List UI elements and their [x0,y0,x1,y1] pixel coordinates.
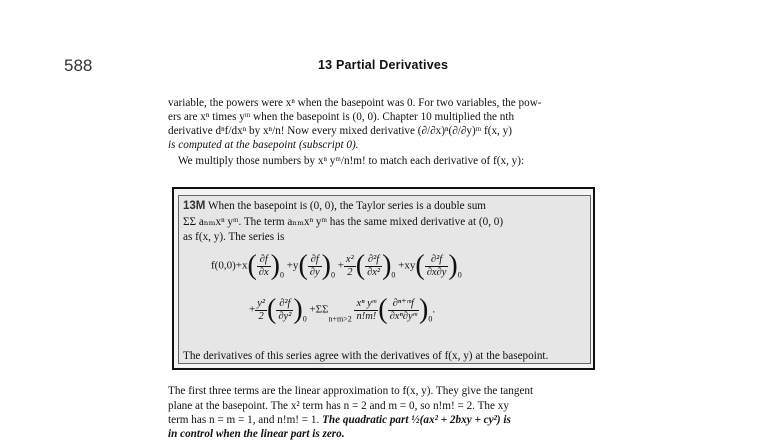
outro-line-3b: The quadratic part ½(ax² + 2bxy + cy²) is [322,414,511,426]
intro-line-4: is computed at the basepoint (subscript 0). [168,139,359,151]
frac-x2-2: $\frac{\text{x²}}{2}$ [345,253,354,278]
theorem-tag: 13M [183,200,206,212]
intro-line-5: We multiply those numbers by xⁿ yᵐ/n!m! to match each derivative of f(x, y): [178,155,525,167]
sum-range: n+m>2 [328,314,352,324]
outro-line-4: in control when the linear part is zero. [168,428,345,440]
chapter-title: 13 Partial Derivatives [318,58,449,72]
theorem-box [172,187,595,370]
outro-line-3a: term has n = m = 1, and n!m! = 1. [168,414,323,426]
frac-mixed-derivative: $\frac{\text{∂ⁿ⁺ᵐf}}{\text{∂xⁿ∂yᵐ}}$ [389,297,417,322]
eq1-lead: f(0,0)+x [211,259,248,272]
eq1-plus-xy: +xy [398,259,416,272]
eq1-plus-y: +y [286,259,299,272]
page-number: 588 [64,56,93,75]
series-equation-1: f(0,0)+x( $\frac{\partial f}{\partial x}$ )$_0 +y$( $\frac{\partial f}{\partial y}$ )$_0$ + $\frac{\text{x²}}{2}$ ( $\frac{\text{∂²f}}{\text{∂x²}}$ )$_0 +xy$( $\frac{\text{∂²f}}{\partial x\partial y}$ )$_0$ [211,250,462,281]
intro-line-2: ers are xⁿ times yᵐ when the basepoint is (0, 0). Chapter 10 multiplied the nth [168,111,515,123]
frac-d2f-dx2: $\frac{\text{∂²f}}{\text{∂x²}}$ [367,253,381,278]
box-line-3: as f(x, y). The series is [183,231,285,243]
box-footer: The derivatives of this series agree with the derivatives of f(x, y) at the basepoint. [183,350,549,362]
frac-d2f-dy2: $\frac{\text{∂²f}}{\text{∂y²}}$ [278,297,292,322]
frac-df-dy: $\frac{\partial f}{\partial y}$ [309,253,320,278]
frac-d2f-dxdy: $\frac{\text{∂²f}}{\partial x\partial y}$ [426,253,447,278]
intro-line-1: variable, the powers were xⁿ when the basepoint was 0. For two variables, the pow- [168,97,542,109]
frac-coefficient: $\frac{\text{xⁿ yᵐ}}{n!m!}$ [356,297,377,322]
outro-line-2: plane at the basepoint. The x² term has n = 2 and m = 0, so n!m! = 2. The xy [168,400,509,412]
series-equation-2: + $\frac{\text{y²}}{2}$ ( $\frac{\text{∂²f}}{\text{∂y²}}$ )$_0 +\Sigma\Sigma_{n+m>2}$ $\frac{\text{xⁿ yᵐ}}{n!m!}$ ( $\frac{\text{∂ⁿ⁺ᵐf}}{\text{∂xⁿ∂yᵐ}}$ )$_0$. [249,294,436,325]
double-sum: +ΣΣ [309,303,329,316]
outro-line-1: The first three terms are the linear approximation to f(x, y). They give the tangent [168,385,534,397]
outro-line-3 [168,413,511,427]
box-line-1 [183,199,486,213]
box-line-2: ΣΣ aₙₘxⁿ yᵐ. The term aₙₘxⁿ yᵐ has the same mixed derivative at (0, 0) [183,216,504,228]
box-line-1-text: When the basepoint is (0, 0), the Taylor series is a double sum [207,200,486,212]
theorem-box-inner [178,195,591,364]
intro-line-3: derivative dⁿf/dxⁿ by xⁿ/n! Now every mixed derivative (∂/∂x)ⁿ(∂/∂y)ᵐ f(x, y) [168,125,512,137]
frac-y2-2: $\frac{\text{y²}}{2}$ [257,297,266,322]
frac-df-dx: $\frac{\partial f}{\partial x}$ [258,253,269,278]
